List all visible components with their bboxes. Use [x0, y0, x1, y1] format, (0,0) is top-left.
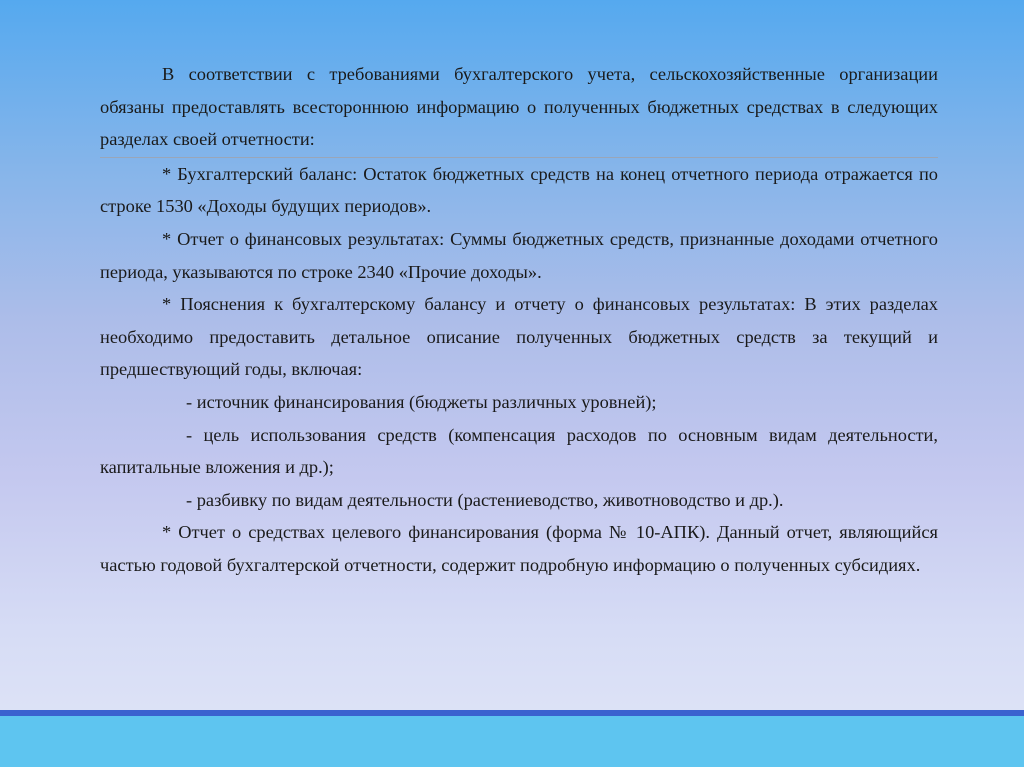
intro-paragraph: В соответствии с требованиями бухгалтерского учета, сельскохозяйственные организации обязаны предоставлять всестороннюю информацию о полученных бюджетных средствах в следующих разделах своей отчетности: — [100, 58, 938, 158]
slide-body — [100, 58, 938, 582]
footer-band — [0, 716, 1024, 767]
balance-paragraph: * Бухгалтерский баланс: Остаток бюджетных средств на конец отчетного периода отражается по строке 1530 «Доходы будущих периодов». — [100, 163, 938, 217]
bullet-purpose: - цель использования средств (компенсация расходов по основным видам деятельности, капитальные вложения и др.); — [100, 424, 938, 478]
bullet-source: - источник финансирования (бюджеты различных уровней); — [186, 391, 657, 412]
explanations-paragraph: * Пояснения к бухгалтерскому балансу и отчету о финансовых результатах: В этих разделах необходимо предоставить детальное описание полученных бюджетных средств за текущий и предшествующий годы, включая: — [100, 294, 938, 380]
financial-results-paragraph: * Отчет о финансовых результатах: Суммы бюджетных средств, признанные доходами отчетного периода, указываются по строке 2340 «Прочие доходы». — [100, 228, 938, 282]
bullet-breakdown: - разбивку по видам деятельности (растениеводство, животноводство и др.). — [186, 489, 784, 510]
target-financing-paragraph: * Отчет о средствах целевого финансирования (форма № 10-АПК). Данный отчет, являющийся частью годовой бухгалтерской отчетности, содержит подробную информацию о полученных субсидиях. — [100, 522, 938, 575]
